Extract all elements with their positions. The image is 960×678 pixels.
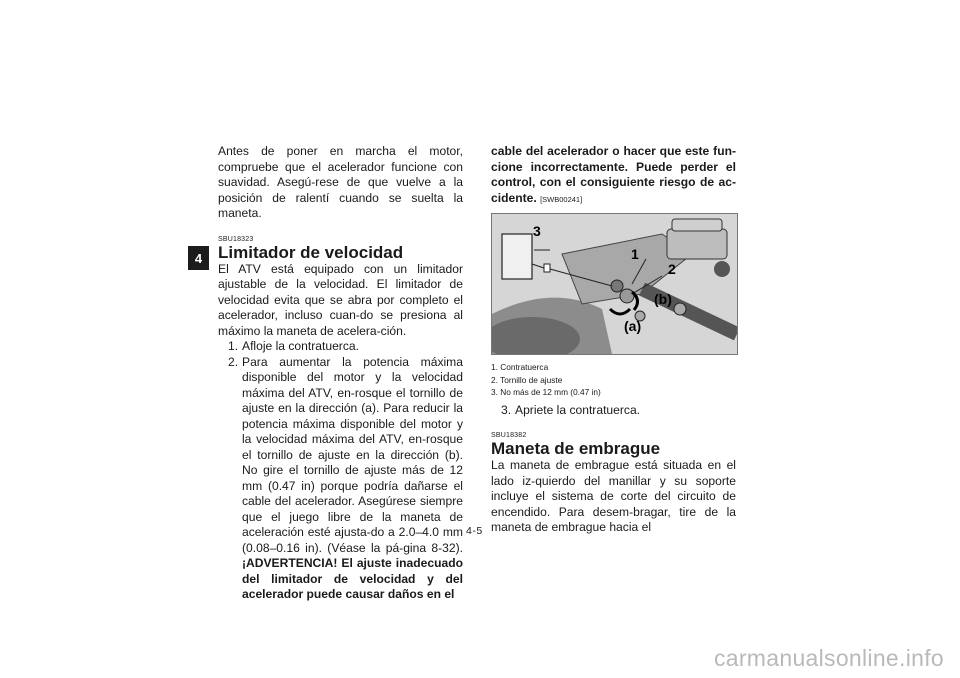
caption-item: 2. Tornillo de ajuste: [491, 374, 563, 385]
caption-item: 3. No más de 12 mm (0.47 in): [491, 387, 601, 397]
step-text: Para aumentar la potencia máxima disponible del motor y la velocidad máxima del ATV, en-rosque el tornillo de ajuste en la dirección (a). Para reducir la potencia máxima disponible del motor y la velocidad máxima del ATV, en-rosque el tornillo de ajuste en la dirección (b). No gire el tornillo de ajuste más de 12 mm (0.47 in) porque podría dañarse el cable del acelerador. Asegúrese siempre que el juego libre de la maneta de aceleración esté ajusta-do a 2.0–4.0 mm (0.08–0.16 in). (Véase la pá-gina 8-32).: [242, 354, 463, 555]
figure-label-b: (b): [654, 291, 672, 307]
figure-label-1: 1: [631, 246, 639, 262]
steps-list-continued: [491, 403, 736, 419]
figure-label-3: 3: [533, 223, 541, 239]
section-code: SBU18323: [218, 235, 254, 243]
step-number: 1.: [228, 339, 239, 353]
section-title: Limitador de velocidad: [218, 242, 404, 262]
step-number: 2.: [228, 354, 239, 369]
section-paragraph: El ATV está equipado con un limitador ajustable de la velocidad. El limitador de velocidad evita que se abra por completo el acelerador, incluso cuan-do se presiona al máximo la maneta de acelera-ción.: [218, 261, 463, 338]
section-title: Maneta de embrague: [491, 439, 661, 458]
step-text: Apriete la contratuerca.: [515, 402, 641, 417]
section-code: SBU18382: [491, 432, 527, 439]
left-column: [218, 144, 463, 603]
warning-continued: cable del acelerador o hacer que este fun-cione incorrectamente. Puede perder el control, con el consiguiente riesgo de ac-cidente.: [491, 144, 736, 205]
step-text: Afloje la contratuerca.: [242, 339, 359, 353]
warning-text: ¡ADVERTENCIA! El ajuste inadecuado del limitador de velocidad y del acelerador puede causar daños en el: [242, 556, 463, 601]
figure-label-a: (a): [624, 318, 642, 334]
chapter-tab: 4: [188, 246, 209, 270]
right-column: [491, 144, 736, 536]
step-item: [491, 403, 736, 419]
steps-list: [218, 339, 463, 603]
step-number: 3.: [501, 402, 512, 417]
throttle-limiter-illustration: [492, 214, 737, 354]
throttle-limiter-figure: [491, 213, 738, 355]
section-paragraph: La maneta de embrague está situada en el lado iz-quierdo del manillar y su soporte incluye el sistema de corte del circuito de encendido. Para desem-bragar, tire de la maneta de embrague hacia el: [491, 458, 736, 534]
watermark: carmanualsonline.info: [713, 645, 944, 671]
caption-item: 1. Contratuerca: [491, 362, 549, 372]
page-number: 4-5: [466, 525, 483, 537]
step-item: [218, 355, 463, 603]
figure-label-2: 2: [668, 261, 676, 277]
figure-captions: [491, 361, 736, 399]
intro-paragraph: Antes de poner en marcha el motor, compruebe que el acelerador funcione con suavidad. Asegú-rese de que vuelve a la posición de ralentí cuando se suelta la maneta.: [218, 144, 463, 220]
step-item: [218, 339, 463, 355]
warning-code: [SWB00241]: [540, 194, 583, 204]
